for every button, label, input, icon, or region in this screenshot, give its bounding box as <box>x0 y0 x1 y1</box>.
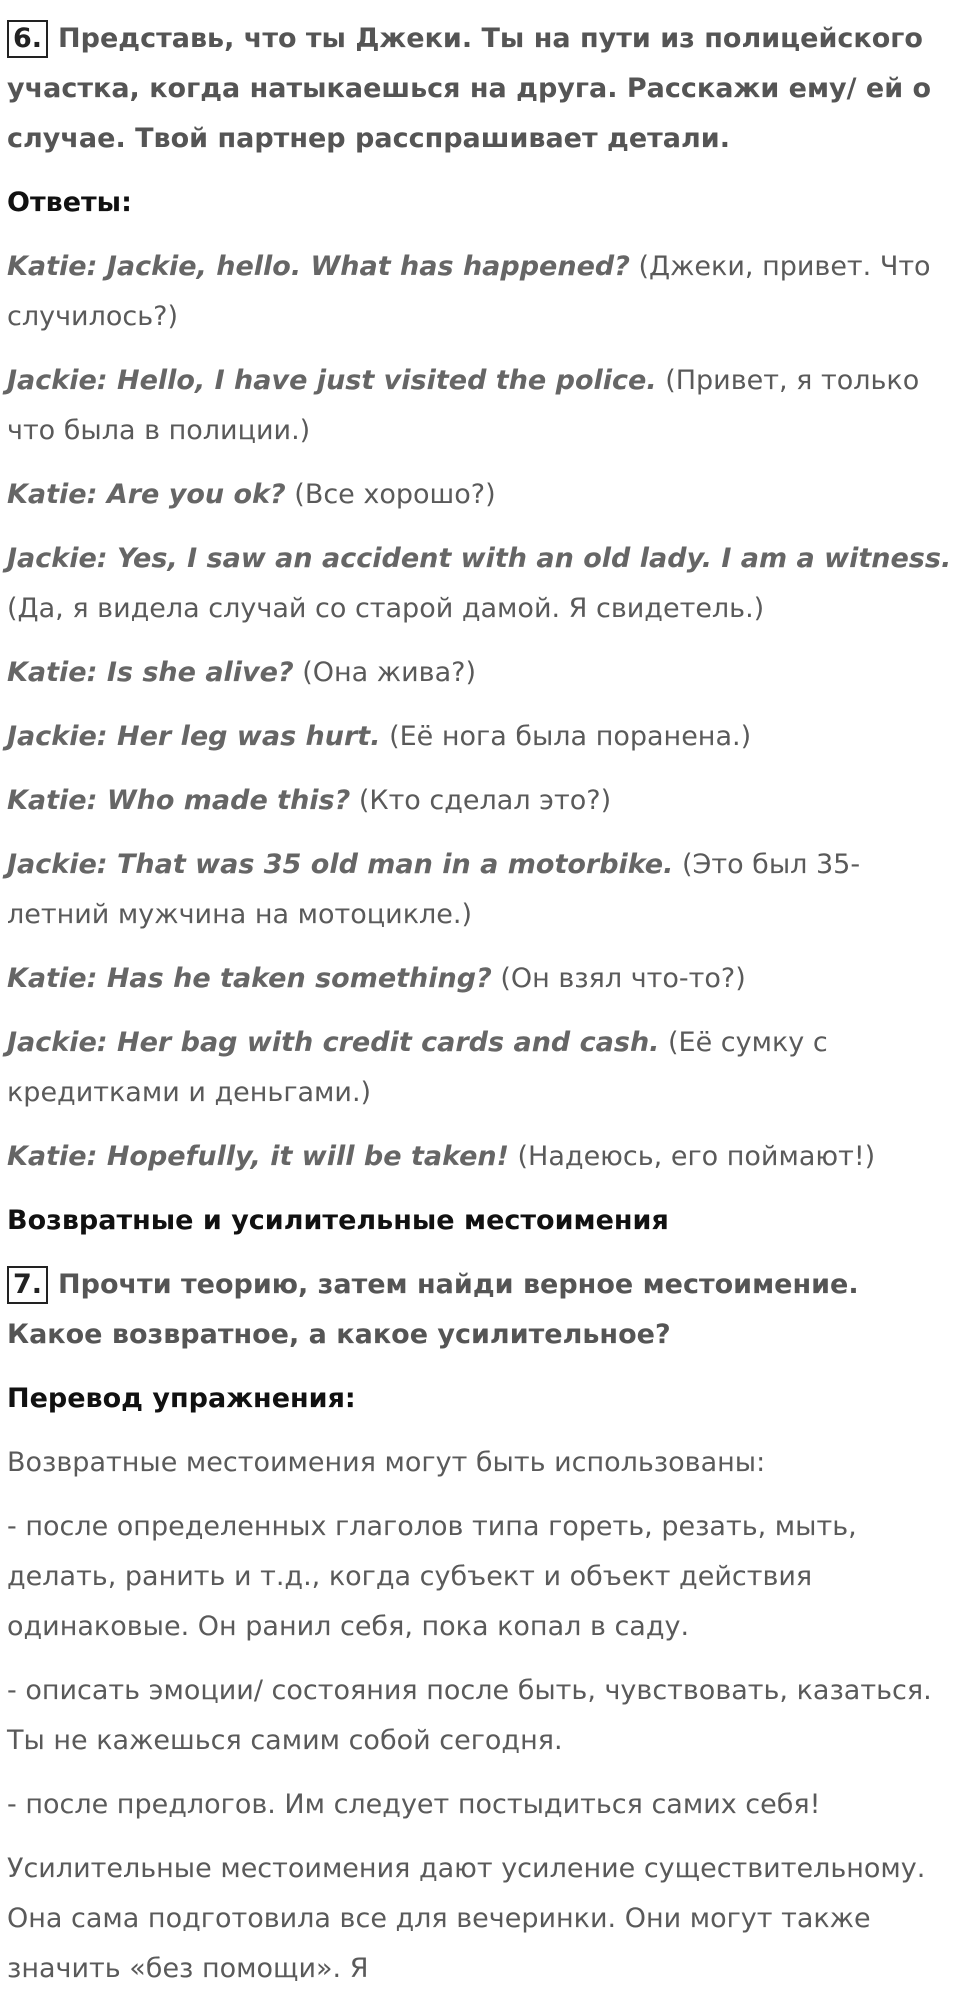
dialog-line <box>7 356 955 456</box>
russian-translation: (Да, я видела случай со старой дамой. Я свидетель.) <box>7 593 765 624</box>
dialog-line <box>7 776 955 826</box>
dialog-line <box>7 1132 955 1182</box>
task-text: Прочти теорию, затем найди верное местоимение. Какое возвратное, а какое усилительное? <box>7 1269 859 1350</box>
english-line: Katie: Who made this? <box>7 785 351 816</box>
english-line: Katie: Are you ok? <box>7 479 286 510</box>
russian-translation: (Кто сделал это?) <box>358 785 612 816</box>
answers-heading: Ответы: <box>7 187 132 218</box>
theory-paragraph: - описать эмоции/ состояния после быть, чувствовать, казаться. Ты не кажешься самим собой сегодня. <box>7 1675 932 1756</box>
task-number: 7. <box>7 1266 48 1304</box>
english-line: Katie: Has he taken something? <box>7 963 492 994</box>
theory-paragraph: Возвратные местоимения могут быть использованы: <box>7 1447 766 1478</box>
english-line: Katie: Jackie, hello. What has happened? <box>7 251 630 282</box>
theory-paragraph: - после определенных глаголов типа гореть, резать, мыть, делать, ранить и т.д., когда субъект и объект действия одинаковые. Он ранил себя, пока копал в саду. <box>7 1511 857 1642</box>
russian-translation: (Её нога была поранена.) <box>389 721 752 752</box>
dialog-line <box>7 470 955 520</box>
english-line: Jackie: Her leg was hurt. <box>7 721 381 752</box>
english-line: Katie: Is she alive? <box>7 657 294 688</box>
english-line: Katie: Hopefully, it will be taken! <box>7 1141 509 1172</box>
english-line: Jackie: That was 35 old man in a motorbike. <box>7 849 674 880</box>
english-line: Jackie: Yes, I saw an accident with an old lady. I am a witness. <box>7 543 952 574</box>
dialog-line <box>7 954 955 1004</box>
russian-translation: (Это был 35-летний мужчина на мотоцикле.) <box>7 849 861 930</box>
pronouns-heading: Возвратные и усилительные местоимения <box>7 1205 669 1236</box>
english-line: Jackie: Her bag with credit cards and cash. <box>7 1027 660 1058</box>
dialog-line <box>7 1018 955 1118</box>
task-6 <box>7 14 955 164</box>
dialog <box>7 242 955 1182</box>
document-page <box>7 14 955 2008</box>
translation-heading: Перевод упражнения: <box>7 1383 356 1414</box>
russian-translation: (Джеки, привет. Что случилось?) <box>7 251 931 332</box>
dialog-line <box>7 648 955 698</box>
russian-translation: (Она жива?) <box>302 657 476 688</box>
theory-paragraph: Усилительные местоимения дают усиление существительному. Она сама подготовила все для вечеринки. Они могут также значить «без помощи». Я <box>7 1853 926 1984</box>
dialog-line <box>7 242 955 342</box>
theory-paragraph: - после предлогов. Им следует постыдиться самих себя! <box>7 1789 821 1820</box>
russian-translation: (Все хорошо?) <box>294 479 496 510</box>
english-line: Jackie: Hello, I have just visited the police. <box>7 365 657 396</box>
task-number: 6. <box>7 20 48 58</box>
russian-translation: (Её сумку с кредитками и деньгами.) <box>7 1027 828 1108</box>
task-7 <box>7 1260 955 1360</box>
dialog-line <box>7 712 955 762</box>
dialog-line <box>7 840 955 940</box>
russian-translation: (Он взял что-то?) <box>500 963 746 994</box>
task-text: Представь, что ты Джеки. Ты на пути из полицейского участка, когда натыкаешься на друга. Расскажи ему/ ей о случае. Твой партнер расспрашивает детали. <box>7 23 932 154</box>
russian-translation: (Надеюсь, его поймают!) <box>517 1141 876 1172</box>
theory <box>7 1438 955 1994</box>
dialog-line <box>7 534 955 634</box>
russian-translation: (Привет, я только что была в полиции.) <box>7 365 920 446</box>
